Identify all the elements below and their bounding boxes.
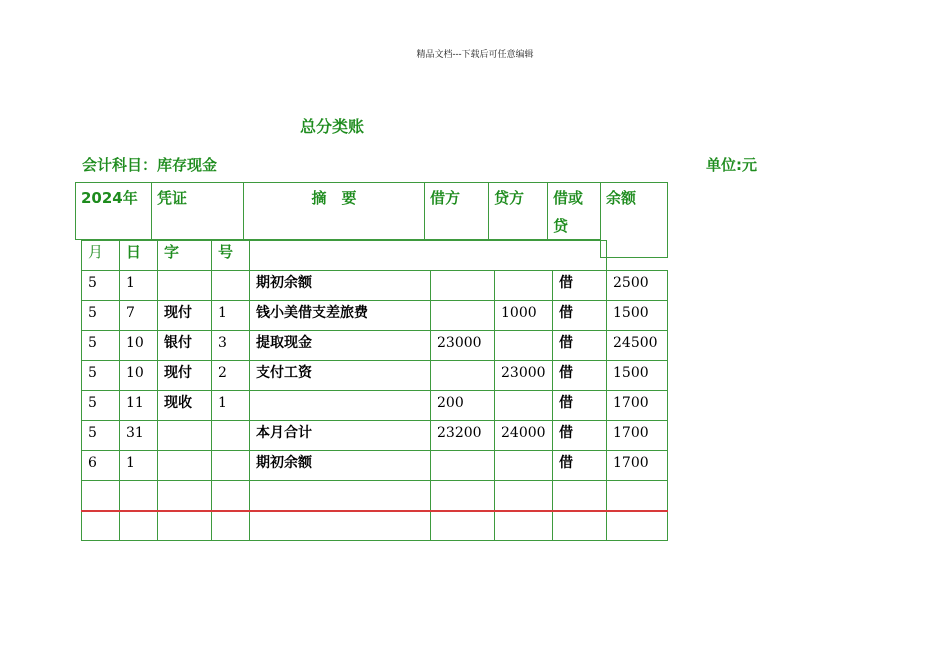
cell-month: 5 (82, 361, 120, 391)
cell-day: 1 (120, 451, 158, 481)
header-direction (547, 182, 601, 240)
cell-voucher-no (212, 481, 250, 511)
cell-day (120, 511, 158, 541)
header-month: 月 (81, 240, 120, 271)
cell-voucher-no (212, 511, 250, 541)
cell-month: 6 (82, 451, 120, 481)
cell-day: 31 (120, 421, 158, 451)
account-subject: 会计科目：库存现金 (82, 156, 218, 174)
cell-voucher-no: 2 (212, 361, 250, 391)
header-balance: 余额 (600, 182, 668, 258)
cell-voucher-type: 现付 (158, 361, 212, 391)
header-direction-line2: 贷 (553, 217, 569, 235)
cell-voucher-type: 银付 (158, 331, 212, 361)
cell-voucher-no: 3 (212, 331, 250, 361)
table-row (82, 391, 668, 421)
cell-debit (431, 271, 495, 301)
cell-summary: 钱小美借支差旅费 (250, 301, 431, 331)
cell-voucher-type (158, 421, 212, 451)
cell-credit (495, 391, 553, 421)
cell-debit (431, 361, 495, 391)
cell-credit: 24000 (495, 421, 553, 451)
cell-direction (553, 511, 607, 541)
cell-summary: 提取现金 (250, 331, 431, 361)
cell-debit (431, 451, 495, 481)
cell-voucher-type (158, 511, 212, 541)
header-credit: 贷方 (488, 182, 548, 240)
cell-voucher-type: 现收 (158, 391, 212, 421)
cell-summary: 期初余额 (250, 451, 431, 481)
header-voucher-type: 字 (157, 240, 212, 271)
header-direction-line1: 借或 (553, 189, 584, 207)
header-summary: 摘 要 (243, 182, 425, 240)
cell-debit: 23200 (431, 421, 495, 451)
cell-direction (553, 481, 607, 511)
cell-balance: 1500 (607, 301, 668, 331)
table-row (82, 361, 668, 391)
cell-debit (431, 511, 495, 541)
cell-credit (495, 271, 553, 301)
cell-balance: 1700 (607, 391, 668, 421)
cell-voucher-no (212, 451, 250, 481)
cell-summary (250, 391, 431, 421)
cell-voucher-no: 1 (212, 391, 250, 421)
table-row (82, 511, 668, 541)
cell-month: 5 (82, 391, 120, 421)
cell-credit (495, 481, 553, 511)
header-voucher-no: 号 (211, 240, 250, 271)
currency-unit: 单位:元 (706, 156, 757, 174)
table-row (82, 421, 668, 451)
table-row (82, 451, 668, 481)
cell-month (82, 511, 120, 541)
table-row (82, 301, 668, 331)
cell-balance (607, 511, 668, 541)
cell-day: 7 (120, 301, 158, 331)
cell-month: 5 (82, 301, 120, 331)
cell-voucher-type (158, 481, 212, 511)
cell-balance: 24500 (607, 331, 668, 361)
header-year: 2024年 (75, 182, 152, 240)
cell-direction: 借 (553, 301, 607, 331)
cell-balance: 1700 (607, 451, 668, 481)
cell-direction: 借 (553, 421, 607, 451)
cell-balance (607, 481, 668, 511)
cell-direction: 借 (553, 331, 607, 361)
table-row (82, 331, 668, 361)
cell-day: 11 (120, 391, 158, 421)
cell-balance: 2500 (607, 271, 668, 301)
cell-credit (495, 511, 553, 541)
cell-direction: 借 (553, 271, 607, 301)
cell-month (82, 481, 120, 511)
ledger-table (81, 270, 668, 541)
cell-day: 1 (120, 271, 158, 301)
cell-day: 10 (120, 361, 158, 391)
cell-day: 10 (120, 331, 158, 361)
table-row (82, 271, 668, 301)
cell-summary: 期初余额 (250, 271, 431, 301)
page-title: 总分类账 (300, 117, 365, 136)
cell-month: 5 (82, 271, 120, 301)
cell-direction: 借 (553, 391, 607, 421)
cell-voucher-type (158, 451, 212, 481)
cell-credit: 1000 (495, 301, 553, 331)
header-voucher: 凭证 (151, 182, 244, 240)
cell-month: 5 (82, 331, 120, 361)
watermark-text: 精品文档---下载后可任意编辑 (416, 50, 534, 60)
cell-voucher-no: 1 (212, 301, 250, 331)
table-row (82, 481, 668, 511)
header-sub-blank (249, 240, 607, 271)
cell-summary (250, 511, 431, 541)
cell-credit (495, 331, 553, 361)
cell-debit (431, 481, 495, 511)
cell-voucher-no (212, 421, 250, 451)
cell-summary: 本月合计 (250, 421, 431, 451)
cell-balance: 1700 (607, 421, 668, 451)
cell-voucher-type (158, 271, 212, 301)
cell-direction: 借 (553, 361, 607, 391)
cell-balance: 1500 (607, 361, 668, 391)
header-day: 日 (119, 240, 158, 271)
cell-credit: 23000 (495, 361, 553, 391)
cell-debit (431, 301, 495, 331)
cell-summary (250, 481, 431, 511)
cell-debit: 23000 (431, 331, 495, 361)
cell-voucher-no (212, 271, 250, 301)
cell-day (120, 481, 158, 511)
cell-debit: 200 (431, 391, 495, 421)
cell-direction: 借 (553, 451, 607, 481)
cell-month: 5 (82, 421, 120, 451)
cell-summary: 支付工资 (250, 361, 431, 391)
cell-voucher-type: 现付 (158, 301, 212, 331)
cell-credit (495, 451, 553, 481)
header-debit: 借方 (424, 182, 489, 240)
